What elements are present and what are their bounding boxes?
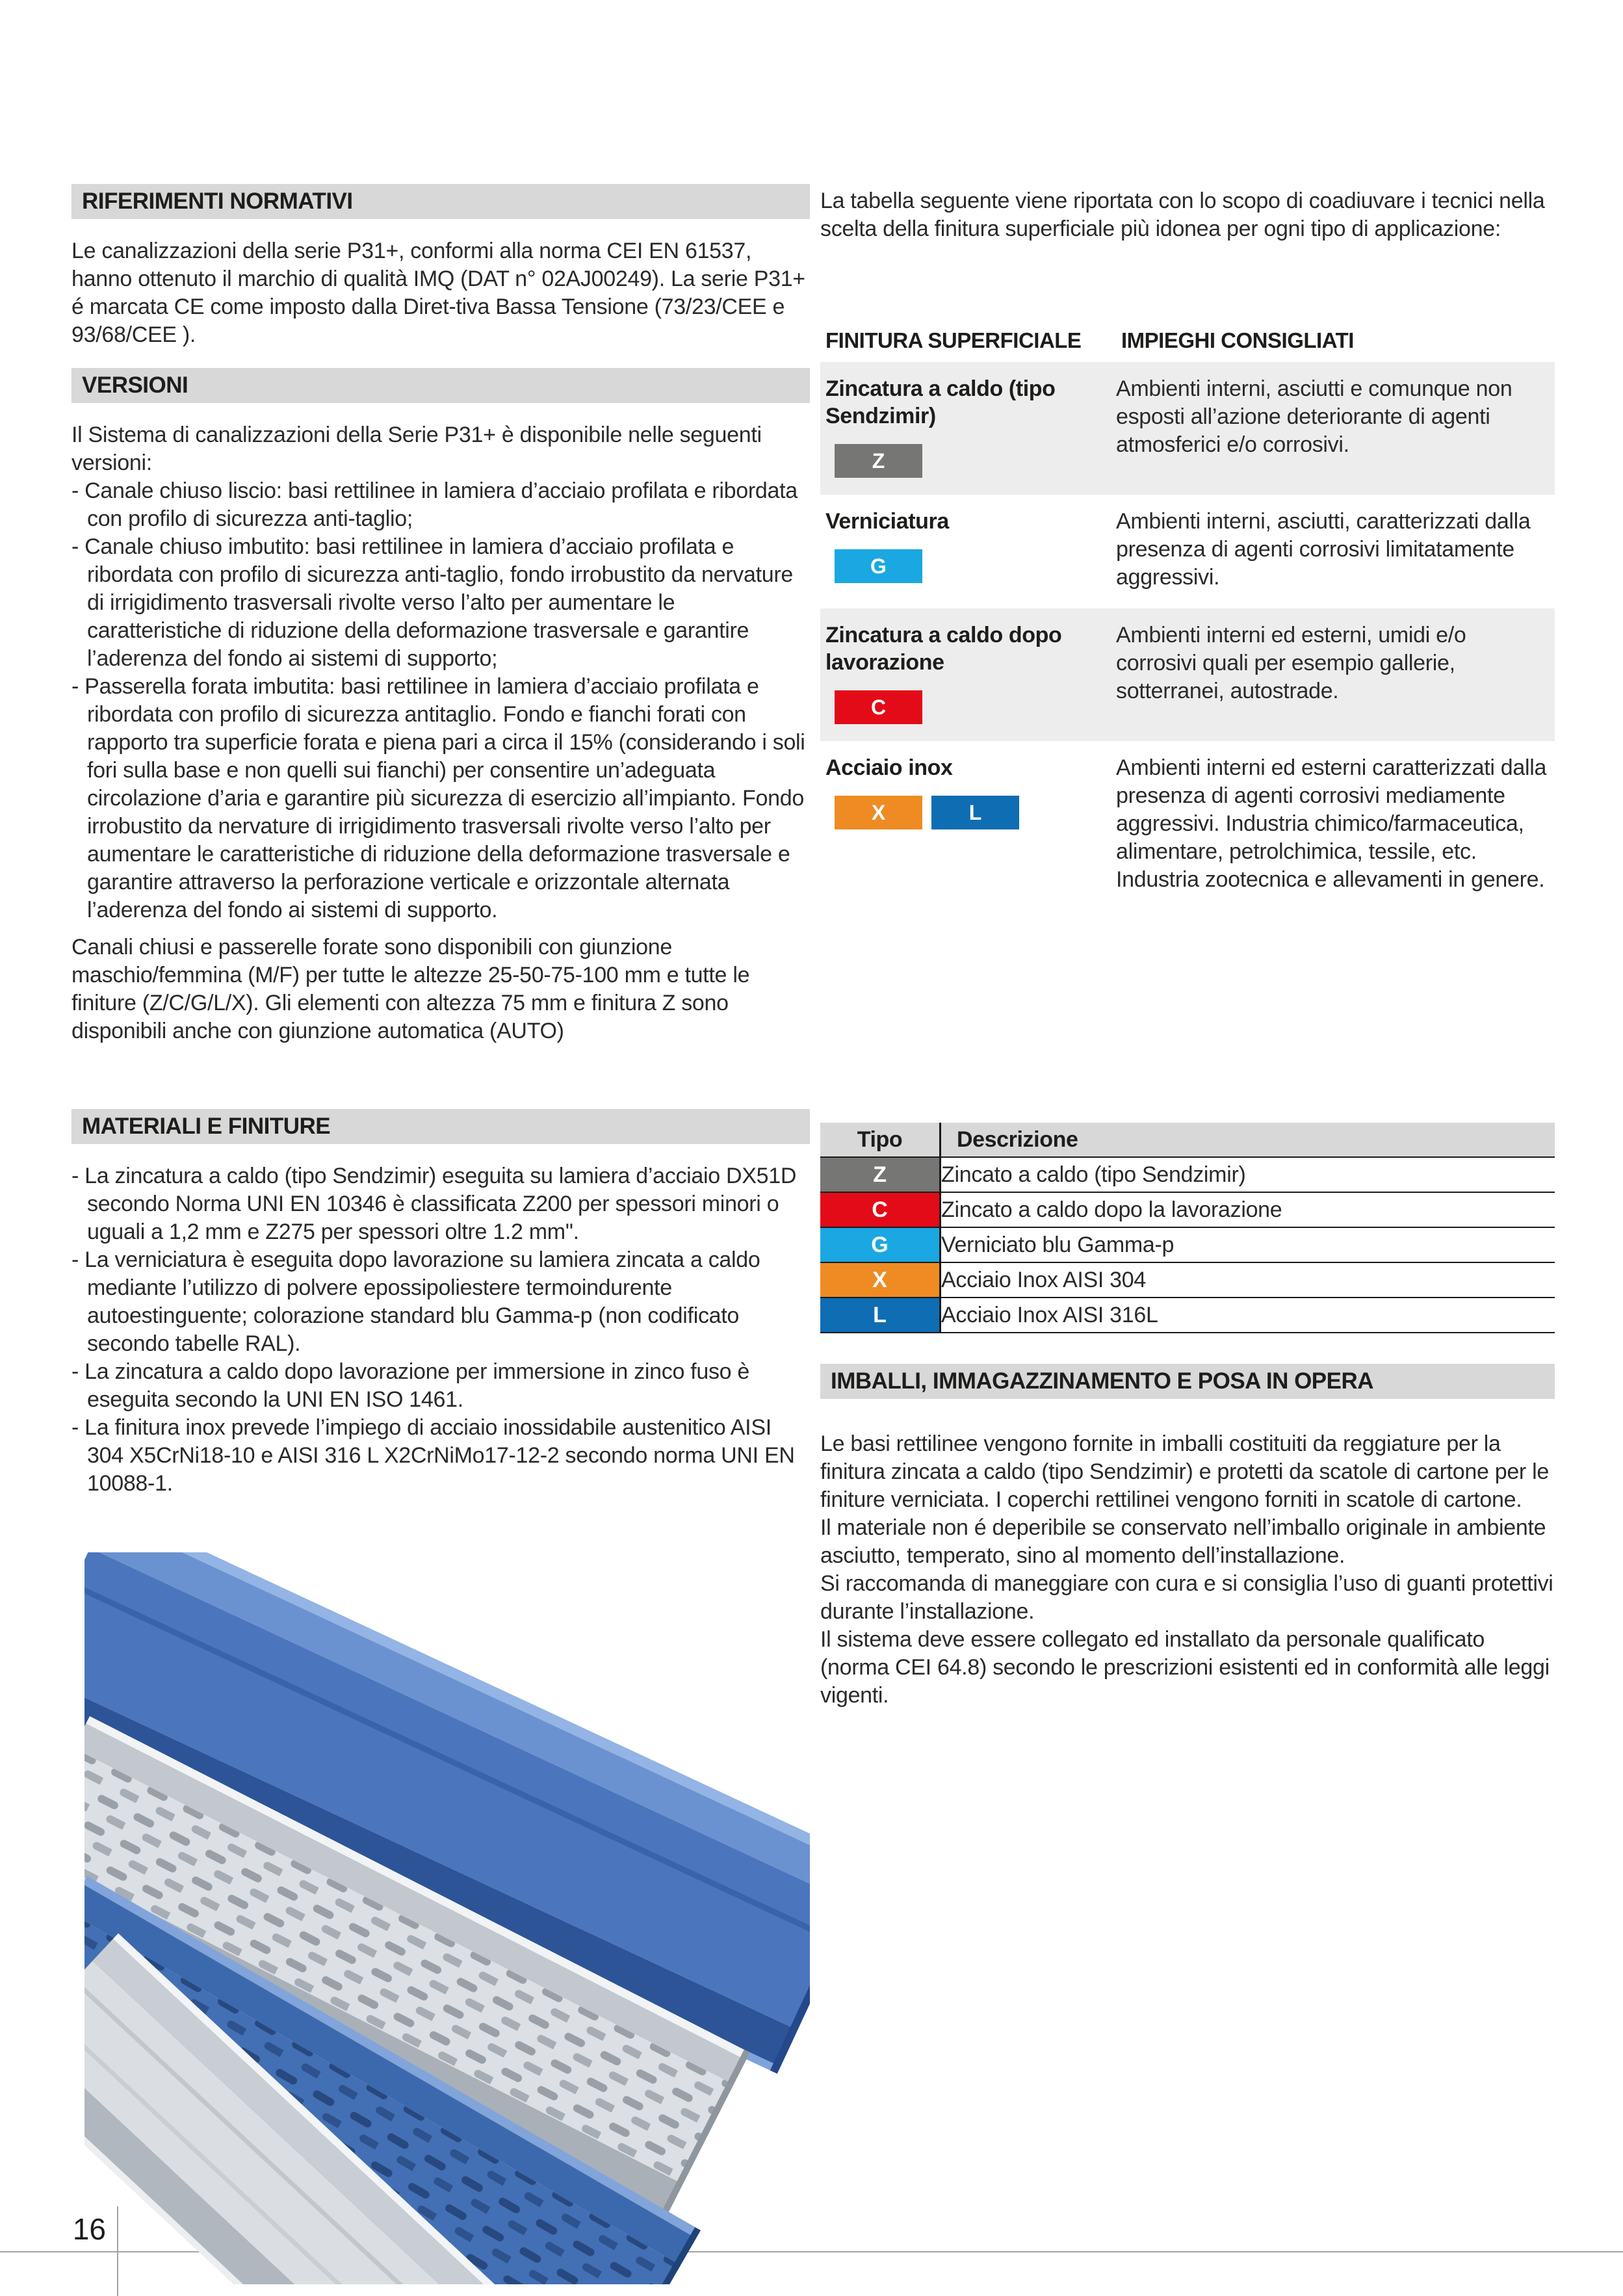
finish-row-desc: Ambienti interni ed esterni caratterizzati dalla presenza di agenti corrosivi mediamente aggressivi. Industria chimico/farmaceutica, alimentare, petrolchimica, tessile, etc. Industria zootecnica e allevamenti in genere. bbox=[1116, 755, 1547, 892]
materiali-bullet: - La finitura inox prevede l’impiego di acciaio inossidabile austenitico AISI 304 X5CrNi18-10 e AISI 316 L X2CrNiMo17-12-2 secondo norma UNI EN 10088-1. bbox=[71, 1415, 795, 1496]
section-header-label: RIFERIMENTI NORMATIVI bbox=[82, 189, 353, 214]
spacer bbox=[71, 403, 810, 421]
imballi-paragraph: Il sistema deve essere collegato ed installato da personale qualificato (norma CEI 64.8) secondo le prescrizioni esistenti ed in conformità alle leggi vigenti. bbox=[820, 1627, 1550, 1708]
finish-row-title: Verniciatura bbox=[825, 509, 949, 534]
tipo-row-c bbox=[820, 1192, 1555, 1227]
materiali-bullet: - La zincatura a caldo (tipo Sendzimir) eseguita su lamiera d’acciaio DX51D secondo Norma UNI EN 10346 è classificata Z200 per spessori minori o uguali a 1,2 mm e Z275 per spessori oltre 1.2 mm". bbox=[71, 1164, 797, 1244]
finish-row-title: Zincatura a caldo dopo lavorazione bbox=[825, 623, 1062, 675]
imballi-paragraph: Le basi rettilinee vengono fornite in imballi costituiti da reggiature per la finitura zincata a caldo (tipo Sendzimir) e protetti da scatole di cartone per le finiture verniciata. I coperchi rettilinei vengono forniti in scatole di cartone. bbox=[820, 1431, 1549, 1512]
section-header-materiali bbox=[71, 1109, 810, 1144]
right-intro: La tabella seguente viene riportata con lo scopo di coadiuvare i tecnici nella scelta della finitura superficiale più idonea per ogni tipo di applicazione: bbox=[820, 189, 1545, 241]
section-header-riferimenti bbox=[71, 184, 810, 219]
tipo-desc: Zincato a caldo dopo la lavorazione bbox=[941, 1192, 1555, 1227]
tipo-cell-x: X bbox=[820, 1262, 941, 1298]
section-header-imballi bbox=[820, 1364, 1555, 1399]
finish-row-desc: Ambienti interni, asciutti e comunque non esposti all’azione deteriorante di agenti atmosferici e/o corrosivi. bbox=[1116, 376, 1513, 457]
section-header-label: IMBALLI, IMMAGAZZINAMENTO E POSA IN OPERA bbox=[831, 1368, 1374, 1394]
finish-badge-z: Z bbox=[835, 444, 922, 478]
tipo-table-wrap bbox=[820, 1123, 1555, 1333]
spacer bbox=[71, 1144, 810, 1162]
page-number: 16 bbox=[72, 2212, 106, 2246]
finish-row-zincatura-dopo bbox=[820, 608, 1555, 741]
spacer bbox=[71, 219, 810, 237]
finish-col1-header: FINITURA SUPERFICIALE bbox=[825, 328, 1082, 352]
tipo-col2-header: Descrizione bbox=[941, 1123, 1555, 1157]
tipo-cell-z: Z bbox=[820, 1157, 941, 1192]
section-header-versioni bbox=[71, 368, 810, 403]
finish-row-title: Acciaio inox bbox=[825, 755, 953, 780]
tipo-table-header-row bbox=[820, 1123, 1555, 1157]
section-header-label: VERSIONI bbox=[82, 372, 188, 398]
tipo-row-z bbox=[820, 1157, 1555, 1192]
riferimenti-paragraph: Le canalizzazioni della serie P31+, conformi alla norma CEI EN 61537, hanno ottenuto il marchio di qualità IMQ (DAT n° 02AJ00249). La serie P31+ é marcata CE come imposto dalla Diret-tiva Bassa Tensione (73/23/CEE e 93/68/CEE ). bbox=[71, 239, 805, 347]
imballi-paragraph: Si raccomanda di maneggiare con cura e si consiglia l’uso di guanti protettivi durante l’installazione. bbox=[820, 1571, 1553, 1624]
section-versioni bbox=[71, 368, 810, 1045]
finish-badge-c: C bbox=[835, 690, 922, 724]
section-imballi bbox=[820, 1364, 1555, 1710]
spacer bbox=[71, 924, 810, 933]
tipo-row-l bbox=[820, 1298, 1555, 1333]
versioni-bullet: - Canale chiuso liscio: basi rettilinee in lamiera d’acciaio profilata e ribordata con profilo di sicurezza anti-taglio; bbox=[71, 478, 798, 531]
versioni-outro: Canali chiusi e passerelle forate sono disponibili con giunzione maschio/femmina (M/F) per tutte le altezze 25-50-75-100 mm e tutte le finiture (Z/C/G/L/X). Gli elementi con altezza 75 mm e finitura Z sono disponibili anche con giunzione automatica (AUTO) bbox=[71, 935, 750, 1043]
finish-table-header bbox=[820, 328, 1555, 353]
versioni-intro: Il Sistema di canalizzazioni della Serie P31+ è disponibile nelle seguenti versioni: bbox=[71, 423, 762, 475]
finish-row-acciaio-inox bbox=[820, 741, 1555, 911]
section-riferimenti bbox=[71, 184, 810, 349]
finish-table bbox=[820, 328, 1555, 911]
spacer bbox=[820, 353, 1555, 362]
tipo-cell-g: G bbox=[820, 1227, 941, 1262]
finish-badge-l: L bbox=[931, 796, 1019, 829]
finish-row-desc: Ambienti interni ed esterni, umidi e/o corrosivi quali per esempio gallerie, sotterranei, autostrade. bbox=[1116, 623, 1466, 703]
tipo-col1-header: Tipo bbox=[820, 1123, 941, 1157]
finish-row-verniciatura bbox=[820, 495, 1555, 608]
tipo-desc: Acciaio Inox AISI 316L bbox=[941, 1298, 1555, 1333]
tipo-table bbox=[820, 1123, 1555, 1333]
finish-col2-header: IMPIEGHI CONSIGLIATI bbox=[1121, 328, 1354, 352]
tipo-cell-l: L bbox=[820, 1298, 941, 1333]
finish-row-title: Zincatura a caldo (tipo Sendzimir) bbox=[825, 376, 1056, 428]
finish-row-zincatura-sendzimir bbox=[820, 362, 1555, 495]
finish-badge-x: X bbox=[835, 796, 922, 829]
tipo-desc: Acciaio Inox AISI 304 bbox=[941, 1262, 1555, 1298]
versioni-bullet: - Passerella forata imbutita: basi rettilinee in lamiera d’acciaio profilata e ribordata con profilo di sicurezza antitaglio. Fondo e fianchi forati con rapporto tra superficie forata e piena pari a circa il 15% (considerando i soli fori sulla base e non quelli sui fianchi) per consentire un’adeguata circolazione d’aria e garantire più sicurezza di esercizio all’impianto. Fondo irrobustito da nervature di irrigidimento trasversali rivolte verso l’alto per aumentare le caratteristiche di riduzione della deformazione trasversale e garantire attraverso la perforazione verticale e orizzontale alternata l’aderenza del fondo ai sistemi di supporto. bbox=[71, 674, 805, 922]
product-photo-cable-trays bbox=[84, 1552, 810, 2284]
imballi-paragraph: Il materiale non é deperibile se conservato nell’imballo originale in ambiente asciutto, temperato, sino al momento dell’installazione. bbox=[820, 1515, 1546, 1568]
section-materiali bbox=[71, 1109, 810, 1498]
tipo-desc: Verniciato blu Gamma-p bbox=[941, 1227, 1555, 1262]
section-header-label: MATERIALI E FINITURE bbox=[82, 1114, 331, 1139]
tipo-desc: Zincato a caldo (tipo Sendzimir) bbox=[941, 1157, 1555, 1192]
tipo-row-g bbox=[820, 1227, 1555, 1262]
tipo-cell-c: C bbox=[820, 1192, 941, 1227]
materiali-bullet: - La verniciatura è eseguita dopo lavorazione su lamiera zincata a caldo mediante l’utilizzo di polvere epossipoliestere termoindurente autoestinguente; colorazione standard blu Gamma-p (non codificato secondo tabelle RAL). bbox=[71, 1247, 760, 1356]
tipo-row-x bbox=[820, 1262, 1555, 1298]
materiali-bullet: - La zincatura a caldo dopo lavorazione per immersione in zinco fuso è eseguita secondo la UNI EN ISO 1461. bbox=[71, 1359, 750, 1412]
spacer bbox=[820, 1399, 1555, 1430]
finish-row-desc: Ambienti interni, asciutti, caratterizzati dalla presenza di agenti corrosivi limitatamente aggressivi. bbox=[1116, 509, 1531, 590]
versioni-bullet: - Canale chiuso imbutito: basi rettilinee in lamiera d’acciaio profilata e ribordata con profilo di sicurezza anti-taglio, fondo irrobustito da nervature di irrigidimento trasversali rivolte verso l’alto per aumentare le caratteristiche di riduzione della deformazione trasversale e garantire l’aderenza del fondo ai sistemi di supporto; bbox=[71, 534, 793, 671]
finish-badge-g: G bbox=[835, 549, 922, 583]
